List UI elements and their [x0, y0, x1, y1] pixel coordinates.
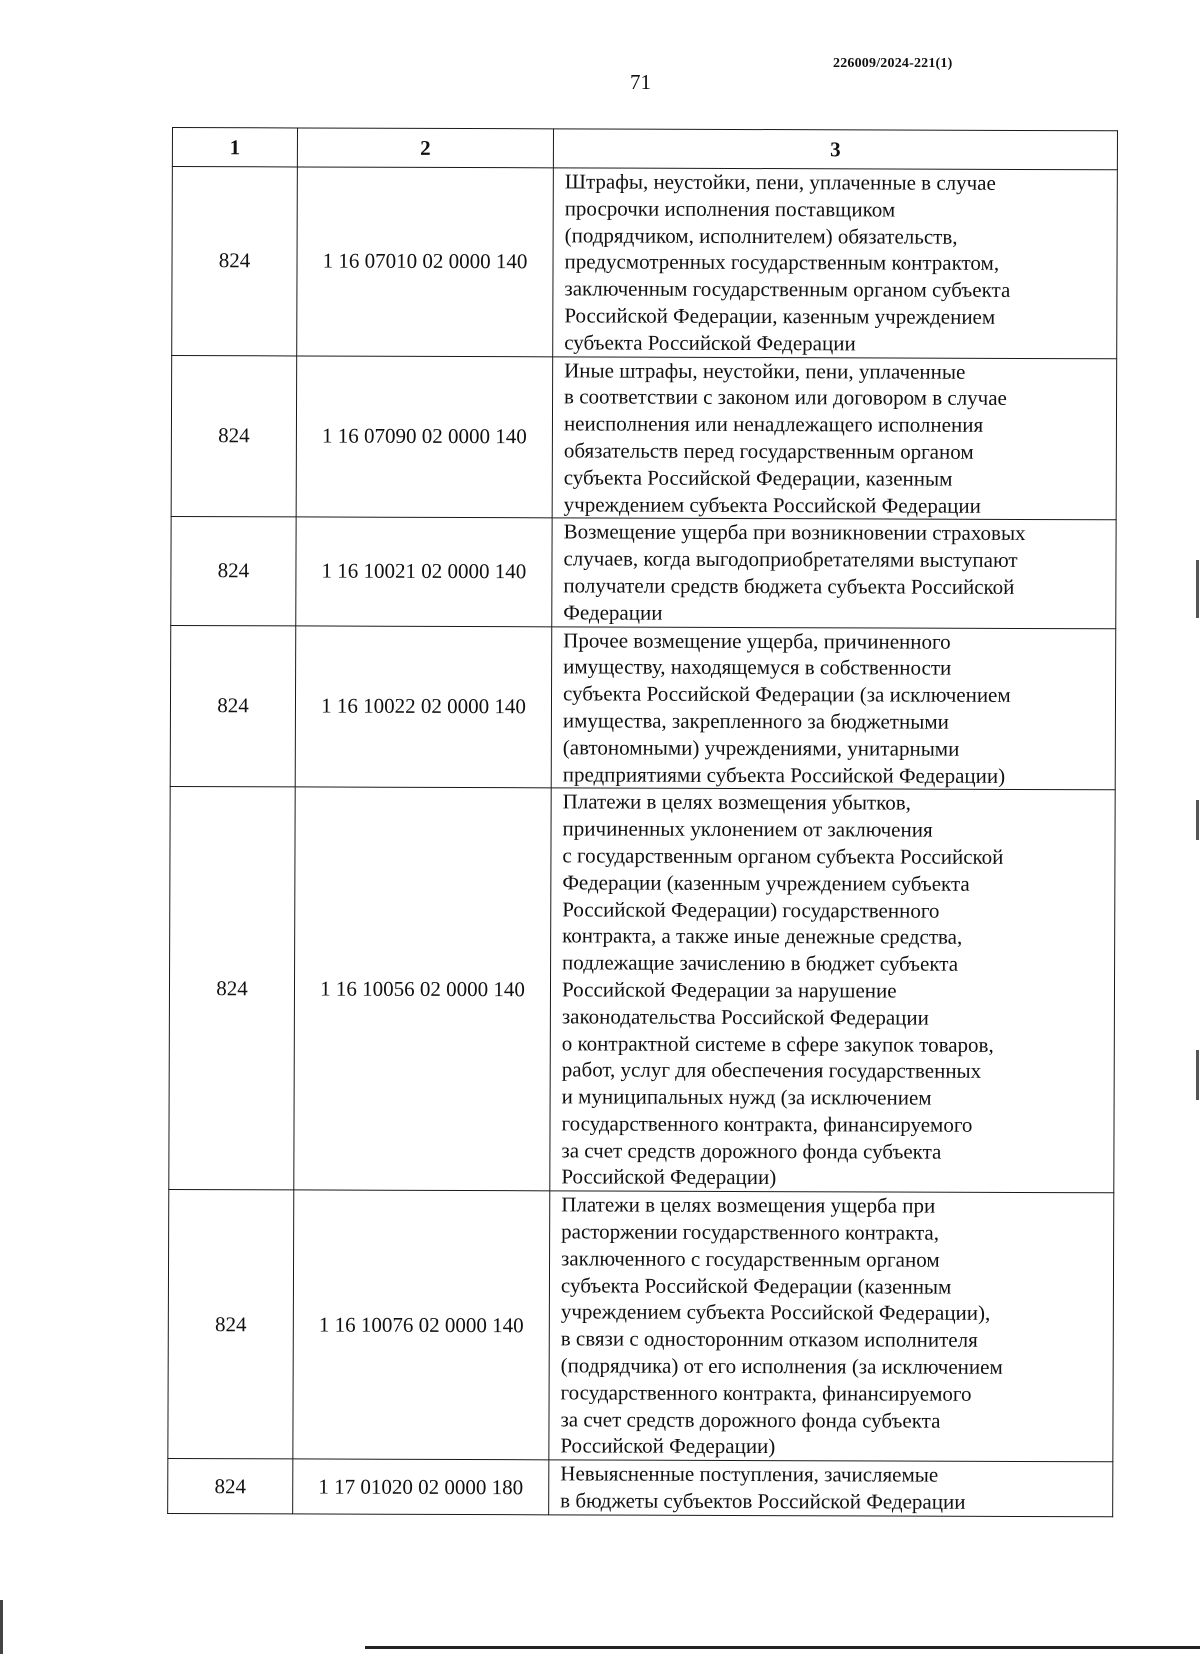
admin-code-cell: 824	[172, 167, 298, 356]
revenue-description-cell: Иные штрафы, неустойки, пени, уплаченные в соответствии с законом или договором в случае неисполнения или ненадлежащего исполнения обязательств перед государственным органом субъекта Российской Федерации, казенным учреждением субъекта Российской Федерации	[552, 356, 1117, 520]
table-row	[170, 625, 1116, 790]
column-header-2: 2	[297, 128, 553, 168]
page-number: 71	[630, 70, 651, 94]
revenue-codes-table	[167, 127, 1118, 1517]
table-row	[168, 1459, 1113, 1517]
scan-right-edge-mark	[1196, 560, 1199, 618]
table-row	[172, 167, 1118, 359]
revenue-description-cell: Платежи в целях возмещения убытков, причиненных уклонением от заключения с государственным органом субъекта Российской Федерации (казенным учреждением субъекта Российской Федерации) государственного контракта, а также иные денежные средства, подлежащие зачислению в бюджет субъекта Российской Федерации за нарушение законодательства Российской Федерации о контрактной системе в сфере закупок товаров, работ, услуг для обеспечения государственных и муниципальных нужд (за исключением государственного контракта, финансируемого за счет средств дорожного фонда субъекта Российской Федерации)	[550, 788, 1115, 1193]
revenue-code-cell: 1 16 07010 02 0000 140	[297, 167, 554, 356]
table-row	[171, 355, 1117, 520]
revenue-description-cell: Штрафы, неустойки, пени, уплаченные в случае просрочки исполнения поставщиком (подрядчиком, исполнителем) обязательств, предусмотренных государственным контрактом, заключенным государственным органом субъекта Российской Федерации, казенным учреждением субъекта Российской Федерации	[553, 168, 1118, 359]
revenue-description-cell: Прочее возмещение ущерба, причиненного имуществу, находящемуся в собственности субъекта Российской Федерации (за исключением имущества, закрепленного за бюджетными (автономными) учреждениями, унитарными предприятиями субъекта Российской Федерации)	[551, 626, 1116, 790]
table-row	[169, 787, 1115, 1193]
revenue-description-cell: Возмещение ущерба при возникновении страховых случаев, когда выгодоприобретателями выступают получатели средств бюджета субъекта Российской Федерации	[552, 518, 1116, 628]
revenue-code-cell: 1 16 10022 02 0000 140	[295, 625, 552, 788]
admin-code-cell: 824	[171, 355, 297, 517]
table-body	[168, 167, 1118, 1517]
admin-code-cell: 824	[168, 1190, 294, 1459]
revenue-code-cell: 1 16 10076 02 0000 140	[293, 1190, 550, 1460]
table-row	[168, 1190, 1114, 1462]
admin-code-cell: 824	[171, 517, 296, 626]
admin-code-cell: 824	[170, 625, 296, 787]
scan-bottom-edge	[365, 1646, 1200, 1649]
scan-right-edge-mark	[1196, 1050, 1199, 1100]
revenue-description-cell: Невыясненные поступления, зачисляемые в бюджеты субъектов Российской Федерации	[549, 1460, 1113, 1517]
admin-code-cell: 824	[169, 787, 295, 1190]
column-header-3: 3	[553, 129, 1117, 170]
scan-left-edge-mark	[0, 1600, 3, 1654]
table-header-row	[172, 128, 1117, 170]
scan-right-edge-mark	[1196, 800, 1199, 840]
document-id: 226009/2024-221(1)	[833, 56, 953, 71]
revenue-code-cell: 1 16 10021 02 0000 140	[296, 517, 552, 626]
column-header-1: 1	[172, 128, 297, 167]
admin-code-cell: 824	[168, 1459, 293, 1514]
revenue-code-cell: 1 16 10056 02 0000 140	[294, 787, 551, 1191]
revenue-description-cell: Платежи в целях возмещения ущерба при расторжении государственного контракта, заключенного с государственным органом субъекта Российской Федерации (казенным учреждением субъекта Российской Федерации), в связи с односторонним отказом исполнителя (подрядчика) от его исполнения (за исключением государственного контракта, финансируемого за счет средств дорожного фонда субъекта Российской Федерации)	[549, 1191, 1114, 1462]
table-header	[172, 128, 1117, 170]
revenue-code-cell: 1 16 07090 02 0000 140	[296, 356, 553, 519]
table-row	[171, 517, 1116, 628]
revenue-code-cell: 1 17 01020 02 0000 180	[293, 1459, 549, 1514]
